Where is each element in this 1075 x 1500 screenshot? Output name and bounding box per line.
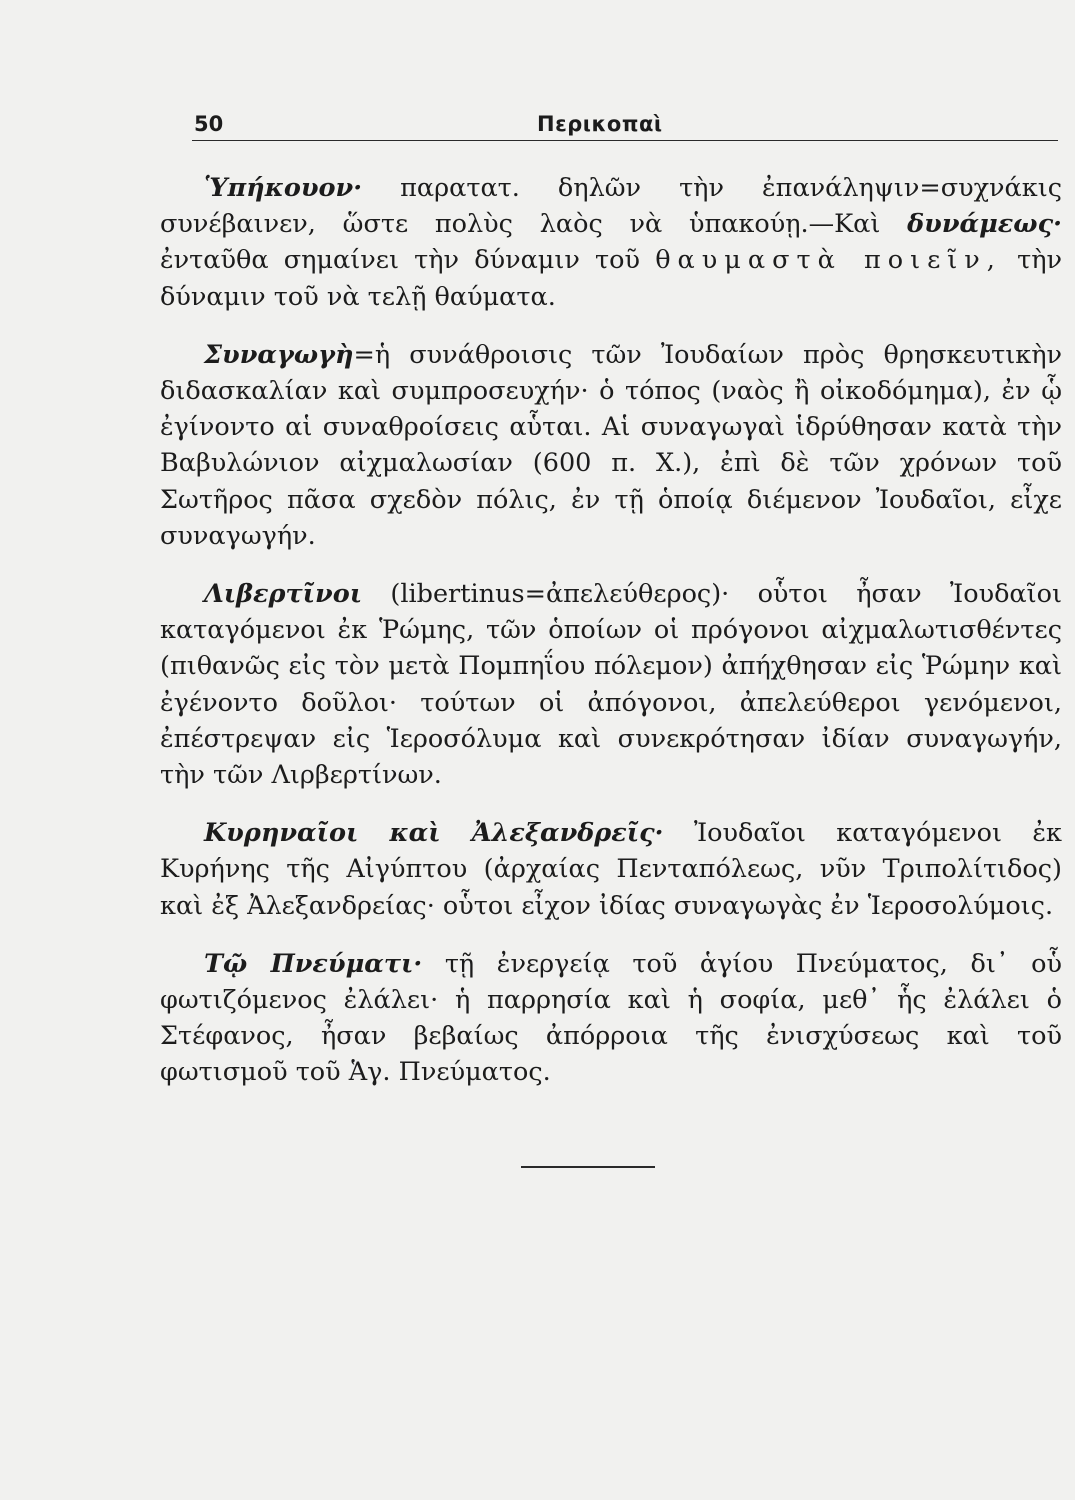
entry-ypekouon [160, 170, 1062, 315]
entry-kyrenaioi [160, 815, 1062, 924]
entry-text: τὴν δύναμιν τοῦ νὰ τελῇ θαύματα. [160, 245, 1062, 312]
entry-text: Ἰουδαῖοι καταγόμενοι ἐκ Κυρήνης τῆς Αἰγύπτου (ἀρχαίας Πενταπόλεως, νῦν Τριπολίτιδος) καὶ ἐξ Ἀλεξανδρείας· οὗτοι εἶχον ἰδίας συναγωγὰς ἐν Ἱεροσολύμοις. [160, 818, 1062, 921]
entry-text: (libertinus=ἀπελεύθερος)· οὗτοι ἦσαν Ἰουδαῖοι καταγόμενοι ἐκ Ῥώμης, τῶν ὁποίων οἱ πρόγονοι αἰχμαλωτισθέντες (πιθανῶς εἰς τὸν μετὰ Πομπηΐου πόλεμον) ἀπήχθησαν εἰς Ῥώμην καὶ ἐγένοντο δοῦλοι· τούτων οἱ ἀπόγονοι, ἀπελεύθεροι γενόμενοι, ἐπέστρεψαν εἰς Ἱεροσόλυμα καὶ συνεκρότησαν ἰδίαν συναγωγήν, τὴν τῶν Λιρβερτίνων. [160, 579, 1062, 791]
entry-term: Ὑπήκουον· [204, 173, 363, 203]
body-text [160, 170, 1062, 1113]
entry-term: Τῷ Πνεύματι· [204, 948, 423, 979]
entry-pneumati [160, 946, 1062, 1091]
entry-synagoge [160, 337, 1062, 554]
entry-libertinoi [160, 576, 1062, 793]
page-header [192, 106, 1058, 141]
entry-term: δυνάμεως· [907, 209, 1062, 240]
end-rule [521, 1166, 655, 1168]
spaced-phrase: θαυμαστὰ ποιεῖν, [655, 245, 1002, 276]
entry-text: παρατατ. δηλῶν τὴν ἐπανάληψιν=συχνάκις συνέβαινεν, ὥστε πολὺς λαὸς νὰ ὑπακούῃ.—Καὶ [160, 173, 1062, 240]
running-title: Περικοπαὶ [537, 112, 663, 136]
entry-term: Λιβερτῖνοι [204, 579, 363, 610]
entry-term: Κυρηναῖοι καὶ Ἀλεξανδρεῖς· [204, 818, 664, 849]
page-number: 50 [194, 112, 224, 136]
entry-text: τῇ ἐνεργείᾳ τοῦ ἁγίου Πνεύματος, δι᾽ οὗ φωτιζόμενος ἐλάλει· ἡ παρρησία καὶ ἡ σοφία, μεθ᾽ ἧς ἐλάλει ὁ Στέφανος, ἦσαν βεβαίως ἀπόρροια τῆς ἐνισχύσεως καὶ τοῦ φωτισμοῦ τοῦ Ἁγ. Πνεύματος. [160, 948, 1062, 1088]
entry-text: =ἡ συνάθροισις τῶν Ἰουδαίων πρὸς θρησκευτικὴν διδασκαλίαν καὶ συμπροσευχήν· ὁ τόπος (ναὸς ἢ οἰκοδόμημα), ἐν ᾧ ἐγίνοντο αἱ συναθροίσεις αὗται. Αἱ συναγωγαὶ ἱδρύθησαν κατὰ τὴν Βαβυλώνιον αἰχμαλωσίαν (600 π. Χ.), ἐπὶ δὲ τῶν χρόνων τοῦ Σωτῆρος πᾶσα σχεδὸν πόλις, ἐν τῇ ὁποίᾳ διέμενον Ἰουδαῖοι, εἶχε συναγωγήν. [160, 339, 1062, 551]
entry-text: ἐνταῦθα σημαίνει τὴν δύναμιν τοῦ [160, 245, 656, 276]
entry-term: Συναγωγὴ [204, 339, 354, 370]
